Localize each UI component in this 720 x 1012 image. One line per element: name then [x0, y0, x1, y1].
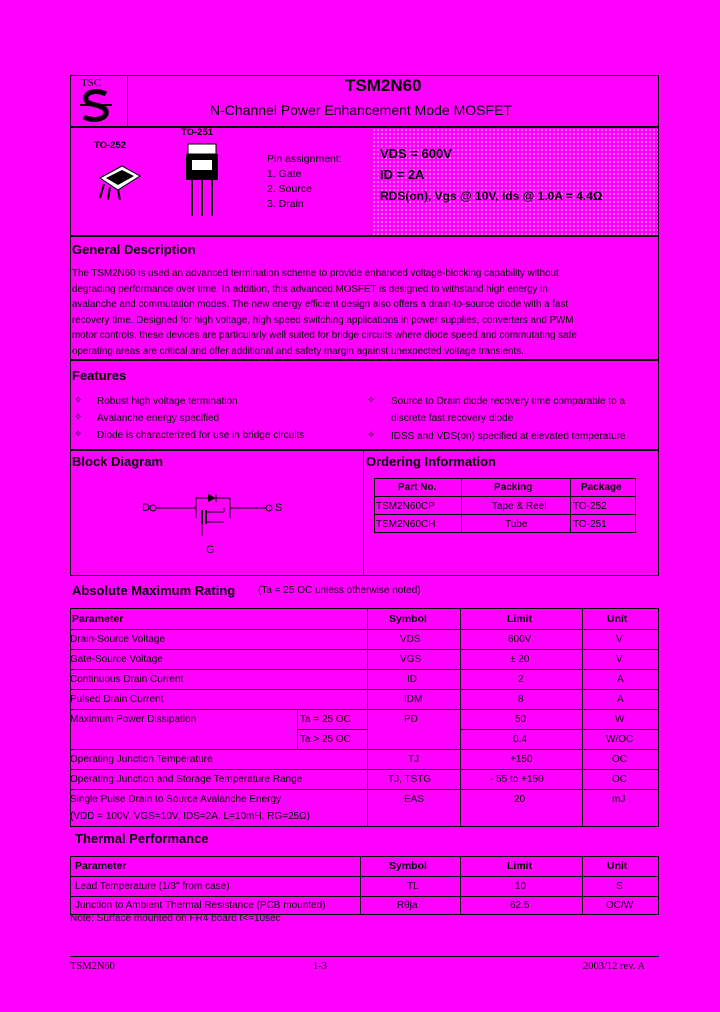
ordering-header: Part No. — [398, 482, 437, 493]
feature-item: Source to Drain diode recovery time comparable to a — [391, 396, 626, 407]
amr-symbol: ID — [407, 674, 417, 685]
drain-label: D — [142, 502, 150, 514]
thermal-header: Limit — [507, 860, 533, 872]
thermal-header: Symbol — [389, 860, 427, 872]
feature-item: discrete fast recovery diode — [391, 413, 514, 424]
thermal-cell: 10 — [515, 881, 527, 892]
general-title: General Description — [72, 242, 196, 257]
bullet-diamond-icon: ✧ — [367, 430, 376, 441]
amr-symbol: TJ, TSTG — [388, 774, 432, 785]
amr-symbol: TJ — [408, 754, 420, 765]
bullet-diamond-icon: ✧ — [74, 429, 83, 440]
spec-id: ID = 2A — [380, 167, 425, 182]
amr-param: Continuous Drain Current — [70, 674, 184, 685]
amr-limit: 20 — [514, 794, 526, 805]
amr-condition: Ta > 25 OC — [300, 734, 351, 745]
amr-param: Gate-Source Voltage — [70, 654, 163, 665]
bullet-diamond-icon: ✧ — [74, 395, 83, 406]
feature-item: Robust high voltage termination — [97, 396, 238, 407]
amr-symbol: PD — [404, 714, 418, 725]
footer-revision: 2003/12 rev. A — [583, 961, 646, 972]
ordering-cell: Tube — [505, 519, 528, 530]
spec-vds: VDS = 600V — [380, 146, 452, 161]
amr-condition: Ta = 25 OC — [300, 714, 351, 725]
part-title: TSM2N60 — [345, 76, 422, 95]
amr-param: Single Pulse Drain to Source Avalanche Energy — [70, 794, 282, 805]
thermal-cell: Junction to Ambient Thermal Resistance (PCB mounted) — [75, 900, 326, 911]
gate-label: G — [206, 544, 215, 556]
amr-limit: 0.4 — [513, 734, 527, 745]
feature-item: Avalanche energy specified — [97, 413, 220, 424]
spec-rds: RDS(on), Vgs @ 10V, Ids @ 1.0A = 4.4Ω — [380, 189, 603, 203]
amr-unit: OC — [612, 754, 627, 765]
block-diagram-title: Block Diagram — [72, 454, 164, 469]
ordering-cell: TO-251 — [573, 519, 607, 530]
feature-item: Diode is characterized for use in bridge circuits — [97, 430, 305, 441]
amr-note: (Ta = 25 OC unless otherwise noted) — [258, 585, 421, 596]
ordering-cell: Tape & Reel — [492, 501, 547, 512]
thermal-cell: S — [616, 881, 623, 892]
logo-text: TSC — [81, 77, 102, 89]
amr-limit: ± 20 — [510, 654, 530, 665]
features-title: Features — [72, 368, 127, 383]
amr-param: Operating Junction Temperature — [70, 754, 213, 765]
amr-symbol: EAS — [404, 794, 425, 805]
footer-part: TSM2N60 — [70, 961, 115, 972]
amr-symbol: VDS — [400, 634, 421, 645]
thermal-cell: Lead Temperature (1/8" from case) — [75, 881, 230, 892]
pin-3: 3. Drain — [267, 198, 304, 210]
amr-symbol: VGS — [400, 654, 422, 665]
part-subtitle: N-Channel Power Enhancement Mode MOSFET — [210, 102, 512, 118]
ordering-cell: TO-252 — [573, 501, 607, 512]
amr-limit: 50 — [515, 714, 527, 725]
bullet-diamond-icon: ✧ — [74, 412, 83, 423]
amr-unit: V — [616, 634, 623, 645]
to251-package-image — [178, 138, 226, 220]
amr-param-condition: (VDD = 100V, VGS=10V, IDS=2A, L=10mH, RG=25Ω) — [70, 811, 310, 822]
footer-page: 1-3 — [313, 961, 327, 972]
amr-param: Maximum Power Dissipation — [70, 714, 197, 725]
to252-package-image — [94, 152, 146, 204]
amr-unit: A — [617, 694, 624, 705]
general-text: The TSM2N60 is used an advanced termination scheme to provide enhanced voltage-blocking capability without degrading performance over time. In addition, this advanced MOSFET is designed to withstand high energy in avalanche and commutation modes. The new energy efficient design also offers a drain-to-source diode with a fast recovery time. Designed for high voltage, high speed switching applications in power supplies, converters and PWM motor controls, these devices are particularly well suited for bridge circuits where diode speed and commutating safe operating areas are critical and offer additional and safety margin against unexpected voltage transients. — [72, 268, 577, 357]
bullet-diamond-icon: ✧ — [367, 395, 376, 406]
amr-limit: 600V — [508, 634, 532, 645]
amr-unit: OC — [612, 774, 627, 785]
amr-header: Unit — [607, 613, 628, 625]
amr-unit: W — [615, 714, 625, 725]
ordering-header: Package — [581, 482, 622, 493]
pin-1: 1. Gate — [267, 168, 302, 180]
amr-limit: +150 — [510, 754, 533, 765]
ordering-title: Ordering Information — [366, 454, 496, 469]
amr-param: Pulsed Drain Current — [70, 694, 164, 705]
thermal-note: Note: Surface mounted on FR4 board t<=10sec — [70, 913, 281, 924]
thermal-header: Unit — [607, 860, 628, 872]
mosfet-symbol-icon — [148, 488, 278, 544]
amr-unit: V — [616, 654, 623, 665]
thermal-cell: Rθja — [397, 900, 418, 911]
to251-label: TO-251 — [181, 127, 214, 138]
to252-label: TO-252 — [94, 140, 127, 151]
amr-header: Limit — [507, 613, 533, 625]
amr-header: Parameter — [72, 613, 124, 625]
amr-title: Absolute Maximum Rating — [72, 583, 236, 598]
amr-header: Symbol — [389, 613, 427, 625]
thermal-cell: TL — [407, 881, 419, 892]
amr-limit: - 55 to +150 — [490, 774, 544, 785]
feature-item: IDSS and VDS(on) specified at elevated temperature — [391, 431, 626, 442]
amr-symbol: IDM — [404, 694, 423, 705]
amr-unit: W/OC — [606, 734, 634, 745]
amr-param: Drain-Source Voltage — [70, 634, 166, 645]
ordering-header: Packing — [494, 482, 533, 493]
thermal-cell: OC/W — [606, 900, 634, 911]
amr-unit: A — [617, 674, 624, 685]
ordering-cell: TSM2N60CH — [376, 519, 436, 530]
amr-limit: 2 — [518, 674, 524, 685]
thermal-header: Parameter — [75, 860, 127, 872]
amr-limit: 8 — [518, 694, 524, 705]
thermal-cell: 62.5 — [510, 900, 530, 911]
pin-2: 2. Source — [267, 183, 312, 195]
amr-unit: mJ — [612, 794, 626, 805]
ordering-cell: TSM2N60CP — [376, 501, 435, 512]
pin-assignment-title: Pin assignment: — [267, 153, 342, 165]
company-logo — [72, 76, 126, 126]
thermal-title: Thermal Performance — [75, 831, 209, 846]
source-label: S — [275, 502, 283, 514]
amr-param: Operating Junction and Storage Temperature Range — [70, 774, 303, 785]
